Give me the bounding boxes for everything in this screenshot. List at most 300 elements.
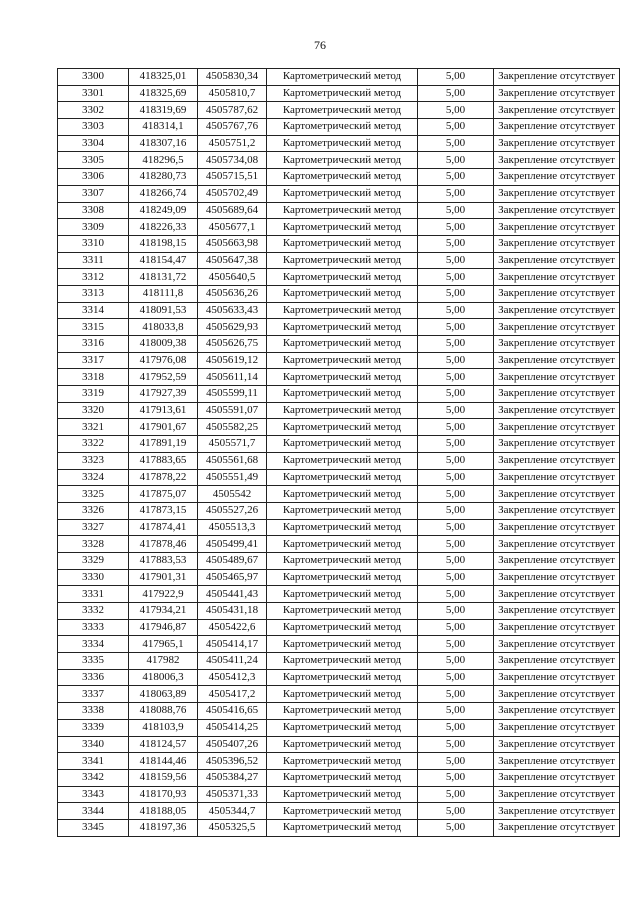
table-row <box>58 252 620 269</box>
point-number-cell: 3324 <box>58 469 129 486</box>
fixing-cell: Закрепление отсутствует <box>494 336 620 353</box>
coord-y-cell: 4505830,34 <box>198 69 267 86</box>
coord-x-cell: 418188,05 <box>129 803 198 820</box>
table-row <box>58 436 620 453</box>
method-cell: Картометрический метод <box>267 302 418 319</box>
method-cell: Картометрический метод <box>267 686 418 703</box>
coord-y-cell: 4505431,18 <box>198 603 267 620</box>
method-cell: Картометрический метод <box>267 235 418 252</box>
method-cell: Картометрический метод <box>267 202 418 219</box>
coord-x-cell: 417875,07 <box>129 486 198 503</box>
point-number-cell: 3327 <box>58 519 129 536</box>
coord-x-cell: 418088,76 <box>129 703 198 720</box>
fixing-cell: Закрепление отсутствует <box>494 686 620 703</box>
method-cell: Картометрический метод <box>267 486 418 503</box>
coord-y-cell: 4505412,3 <box>198 669 267 686</box>
point-number-cell: 3314 <box>58 302 129 319</box>
method-cell: Картометрический метод <box>267 452 418 469</box>
method-cell: Картометрический метод <box>267 336 418 353</box>
point-number-cell: 3306 <box>58 169 129 186</box>
fixing-cell: Закрепление отсутствует <box>494 386 620 403</box>
method-cell: Картометрический метод <box>267 469 418 486</box>
point-number-cell: 3328 <box>58 536 129 553</box>
point-number-cell: 3323 <box>58 452 129 469</box>
method-cell: Картометрический метод <box>267 386 418 403</box>
table-row <box>58 402 620 419</box>
error-cell: 5,00 <box>418 219 494 236</box>
coord-y-cell: 4505629,93 <box>198 319 267 336</box>
error-cell: 5,00 <box>418 436 494 453</box>
fixing-cell: Закрепление отсутствует <box>494 119 620 136</box>
coord-x-cell: 418280,73 <box>129 169 198 186</box>
error-cell: 5,00 <box>418 619 494 636</box>
error-cell: 5,00 <box>418 152 494 169</box>
coord-x-cell: 418091,53 <box>129 302 198 319</box>
method-cell: Картометрический метод <box>267 436 418 453</box>
fixing-cell: Закрепление отсутствует <box>494 586 620 603</box>
error-cell: 5,00 <box>418 85 494 102</box>
error-cell: 5,00 <box>418 603 494 620</box>
fixing-cell: Закрепление отсутствует <box>494 703 620 720</box>
method-cell: Картометрический метод <box>267 419 418 436</box>
coord-y-cell: 4505371,33 <box>198 786 267 803</box>
error-cell: 5,00 <box>418 736 494 753</box>
coord-x-cell: 418198,15 <box>129 235 198 252</box>
error-cell: 5,00 <box>418 552 494 569</box>
point-number-cell: 3313 <box>58 285 129 302</box>
table-row <box>58 269 620 286</box>
method-cell: Картометрический метод <box>267 653 418 670</box>
coord-x-cell: 417873,15 <box>129 502 198 519</box>
coord-x-cell: 418266,74 <box>129 185 198 202</box>
point-number-cell: 3344 <box>58 803 129 820</box>
error-cell: 5,00 <box>418 469 494 486</box>
table-row <box>58 202 620 219</box>
coord-x-cell: 417927,39 <box>129 386 198 403</box>
table-row <box>58 686 620 703</box>
coord-y-cell: 4505513,3 <box>198 519 267 536</box>
table-row <box>58 185 620 202</box>
table-row <box>58 336 620 353</box>
method-cell: Картометрический метод <box>267 319 418 336</box>
coord-y-cell: 4505499,41 <box>198 536 267 553</box>
point-number-cell: 3340 <box>58 736 129 753</box>
table-row <box>58 703 620 720</box>
coord-x-cell: 417878,22 <box>129 469 198 486</box>
coord-x-cell: 418170,93 <box>129 786 198 803</box>
coord-y-cell: 4505751,2 <box>198 135 267 152</box>
error-cell: 5,00 <box>418 102 494 119</box>
error-cell: 5,00 <box>418 119 494 136</box>
error-cell: 5,00 <box>418 252 494 269</box>
point-number-cell: 3337 <box>58 686 129 703</box>
coord-y-cell: 4505582,25 <box>198 419 267 436</box>
coord-y-cell: 4505599,11 <box>198 386 267 403</box>
error-cell: 5,00 <box>418 302 494 319</box>
coord-x-cell: 418033,8 <box>129 319 198 336</box>
fixing-cell: Закрепление отсутствует <box>494 135 620 152</box>
fixing-cell: Закрепление отсутствует <box>494 419 620 436</box>
coord-y-cell: 4505663,98 <box>198 235 267 252</box>
method-cell: Картометрический метод <box>267 369 418 386</box>
coord-y-cell: 4505619,12 <box>198 352 267 369</box>
point-number-cell: 3336 <box>58 669 129 686</box>
point-number-cell: 3326 <box>58 502 129 519</box>
table-row <box>58 352 620 369</box>
error-cell: 5,00 <box>418 519 494 536</box>
method-cell: Картометрический метод <box>267 669 418 686</box>
coord-x-cell: 418009,38 <box>129 336 198 353</box>
method-cell: Картометрический метод <box>267 85 418 102</box>
point-number-cell: 3304 <box>58 135 129 152</box>
coord-y-cell: 4505640,5 <box>198 269 267 286</box>
coord-y-cell: 4505702,49 <box>198 185 267 202</box>
coord-x-cell: 417952,59 <box>129 369 198 386</box>
fixing-cell: Закрепление отсутствует <box>494 502 620 519</box>
coord-x-cell: 417901,31 <box>129 569 198 586</box>
point-number-cell: 3301 <box>58 85 129 102</box>
coord-x-cell: 418249,09 <box>129 202 198 219</box>
error-cell: 5,00 <box>418 336 494 353</box>
point-number-cell: 3310 <box>58 235 129 252</box>
fixing-cell: Закрепление отсутствует <box>494 85 620 102</box>
fixing-cell: Закрепление отсутствует <box>494 352 620 369</box>
point-number-cell: 3311 <box>58 252 129 269</box>
table-row <box>58 452 620 469</box>
fixing-cell: Закрепление отсутствует <box>494 536 620 553</box>
point-number-cell: 3303 <box>58 119 129 136</box>
point-number-cell: 3318 <box>58 369 129 386</box>
table-row <box>58 769 620 786</box>
coord-x-cell: 417913,61 <box>129 402 198 419</box>
method-cell: Картометрический метод <box>267 402 418 419</box>
method-cell: Картометрический метод <box>267 552 418 569</box>
coord-y-cell: 4505591,07 <box>198 402 267 419</box>
coord-y-cell: 4505647,38 <box>198 252 267 269</box>
coord-y-cell: 4505527,26 <box>198 502 267 519</box>
error-cell: 5,00 <box>418 636 494 653</box>
fixing-cell: Закрепление отсутствует <box>494 185 620 202</box>
fixing-cell: Закрепление отсутствует <box>494 603 620 620</box>
table-row <box>58 603 620 620</box>
table-row <box>58 636 620 653</box>
error-cell: 5,00 <box>418 185 494 202</box>
fixing-cell: Закрепление отсутствует <box>494 319 620 336</box>
table-row <box>58 552 620 569</box>
table-row <box>58 235 620 252</box>
table-row <box>58 519 620 536</box>
table-row <box>58 586 620 603</box>
table-row <box>58 753 620 770</box>
point-number-cell: 3320 <box>58 402 129 419</box>
coord-x-cell: 417878,46 <box>129 536 198 553</box>
table-row <box>58 169 620 186</box>
point-number-cell: 3319 <box>58 386 129 403</box>
method-cell: Картометрический метод <box>267 69 418 86</box>
point-number-cell: 3322 <box>58 436 129 453</box>
method-cell: Картометрический метод <box>267 536 418 553</box>
fixing-cell: Закрепление отсутствует <box>494 653 620 670</box>
point-number-cell: 3339 <box>58 719 129 736</box>
table-row <box>58 736 620 753</box>
coord-x-cell: 418307,16 <box>129 135 198 152</box>
method-cell: Картометрический метод <box>267 603 418 620</box>
method-cell: Картометрический метод <box>267 285 418 302</box>
table-row <box>58 653 620 670</box>
fixing-cell: Закрепление отсутствует <box>494 235 620 252</box>
coord-y-cell: 4505551,49 <box>198 469 267 486</box>
table-row <box>58 386 620 403</box>
fixing-cell: Закрепление отсутствует <box>494 69 620 86</box>
coord-x-cell: 418314,1 <box>129 119 198 136</box>
error-cell: 5,00 <box>418 352 494 369</box>
fixing-cell: Закрепление отсутствует <box>494 219 620 236</box>
method-cell: Картометрический метод <box>267 769 418 786</box>
coord-y-cell: 4505417,2 <box>198 686 267 703</box>
error-cell: 5,00 <box>418 419 494 436</box>
point-number-cell: 3343 <box>58 786 129 803</box>
fixing-cell: Закрепление отсутствует <box>494 753 620 770</box>
coord-y-cell: 4505396,52 <box>198 753 267 770</box>
coord-x-cell: 418154,47 <box>129 252 198 269</box>
fixing-cell: Закрепление отсутствует <box>494 769 620 786</box>
fixing-cell: Закрепление отсутствует <box>494 436 620 453</box>
point-number-cell: 3332 <box>58 603 129 620</box>
coord-y-cell: 4505734,08 <box>198 152 267 169</box>
error-cell: 5,00 <box>418 803 494 820</box>
method-cell: Картометрический метод <box>267 519 418 536</box>
table-row <box>58 536 620 553</box>
point-number-cell: 3329 <box>58 552 129 569</box>
method-cell: Картометрический метод <box>267 135 418 152</box>
fixing-cell: Закрепление отсутствует <box>494 102 620 119</box>
fixing-cell: Закрепление отсутствует <box>494 469 620 486</box>
fixing-cell: Закрепление отсутствует <box>494 302 620 319</box>
table-row <box>58 786 620 803</box>
page-number: 76 <box>314 38 326 52</box>
fixing-cell: Закрепление отсутствует <box>494 452 620 469</box>
coord-y-cell: 4505325,5 <box>198 819 267 836</box>
error-cell: 5,00 <box>418 719 494 736</box>
coord-x-cell: 417976,08 <box>129 352 198 369</box>
method-cell: Картометрический метод <box>267 569 418 586</box>
table-row <box>58 502 620 519</box>
error-cell: 5,00 <box>418 135 494 152</box>
coord-y-cell: 4505611,14 <box>198 369 267 386</box>
method-cell: Картометрический метод <box>267 269 418 286</box>
coord-x-cell: 417891,19 <box>129 436 198 453</box>
method-cell: Картометрический метод <box>267 252 418 269</box>
table-row <box>58 319 620 336</box>
coord-y-cell: 4505561,68 <box>198 452 267 469</box>
table-row <box>58 135 620 152</box>
point-number-cell: 3307 <box>58 185 129 202</box>
fixing-cell: Закрепление отсутствует <box>494 202 620 219</box>
table-row <box>58 719 620 736</box>
table-row <box>58 486 620 503</box>
method-cell: Картометрический метод <box>267 502 418 519</box>
fixing-cell: Закрепление отсутствует <box>494 285 620 302</box>
fixing-cell: Закрепление отсутствует <box>494 736 620 753</box>
coord-x-cell: 418103,9 <box>129 719 198 736</box>
point-number-cell: 3312 <box>58 269 129 286</box>
method-cell: Картометрический метод <box>267 736 418 753</box>
error-cell: 5,00 <box>418 69 494 86</box>
fixing-cell: Закрепление отсутствует <box>494 803 620 820</box>
coord-y-cell: 4505416,65 <box>198 703 267 720</box>
fixing-cell: Закрепление отсутствует <box>494 669 620 686</box>
coord-y-cell: 4505571,7 <box>198 436 267 453</box>
point-number-cell: 3308 <box>58 202 129 219</box>
coord-x-cell: 418144,46 <box>129 753 198 770</box>
table-row <box>58 152 620 169</box>
coord-y-cell: 4505542 <box>198 486 267 503</box>
method-cell: Картометрический метод <box>267 703 418 720</box>
table-row <box>58 119 620 136</box>
error-cell: 5,00 <box>418 653 494 670</box>
table-row <box>58 69 620 86</box>
point-number-cell: 3321 <box>58 419 129 436</box>
method-cell: Картометрический метод <box>267 819 418 836</box>
error-cell: 5,00 <box>418 769 494 786</box>
fixing-cell: Закрепление отсутствует <box>494 402 620 419</box>
fixing-cell: Закрепление отсутствует <box>494 819 620 836</box>
error-cell: 5,00 <box>418 452 494 469</box>
coord-y-cell: 4505414,25 <box>198 719 267 736</box>
coord-y-cell: 4505384,27 <box>198 769 267 786</box>
coord-x-cell: 418063,89 <box>129 686 198 703</box>
table-row <box>58 102 620 119</box>
error-cell: 5,00 <box>418 786 494 803</box>
point-number-cell: 3333 <box>58 619 129 636</box>
fixing-cell: Закрепление отсутствует <box>494 719 620 736</box>
coord-y-cell: 4505489,67 <box>198 552 267 569</box>
coord-y-cell: 4505422,6 <box>198 619 267 636</box>
point-number-cell: 3331 <box>58 586 129 603</box>
error-cell: 5,00 <box>418 486 494 503</box>
table-row <box>58 85 620 102</box>
method-cell: Картометрический метод <box>267 119 418 136</box>
coord-y-cell: 4505414,17 <box>198 636 267 653</box>
error-cell: 5,00 <box>418 285 494 302</box>
point-number-cell: 3315 <box>58 319 129 336</box>
coord-x-cell: 418111,8 <box>129 285 198 302</box>
error-cell: 5,00 <box>418 536 494 553</box>
error-cell: 5,00 <box>418 669 494 686</box>
coord-y-cell: 4505626,75 <box>198 336 267 353</box>
fixing-cell: Закрепление отсутствует <box>494 152 620 169</box>
coord-x-cell: 417934,21 <box>129 603 198 620</box>
coord-y-cell: 4505411,24 <box>198 653 267 670</box>
coord-y-cell: 4505677,1 <box>198 219 267 236</box>
coord-y-cell: 4505441,43 <box>198 586 267 603</box>
method-cell: Картометрический метод <box>267 586 418 603</box>
coord-x-cell: 417883,65 <box>129 452 198 469</box>
error-cell: 5,00 <box>418 369 494 386</box>
table-row <box>58 219 620 236</box>
table-row <box>58 669 620 686</box>
error-cell: 5,00 <box>418 819 494 836</box>
method-cell: Картометрический метод <box>267 102 418 119</box>
fixing-cell: Закрепление отсутствует <box>494 619 620 636</box>
point-number-cell: 3338 <box>58 703 129 720</box>
method-cell: Картометрический метод <box>267 152 418 169</box>
coord-y-cell: 4505344,7 <box>198 803 267 820</box>
table-row <box>58 619 620 636</box>
fixing-cell: Закрепление отсутствует <box>494 269 620 286</box>
coord-y-cell: 4505767,76 <box>198 119 267 136</box>
point-number-cell: 3302 <box>58 102 129 119</box>
point-number-cell: 3305 <box>58 152 129 169</box>
error-cell: 5,00 <box>418 569 494 586</box>
coord-x-cell: 418159,56 <box>129 769 198 786</box>
coord-x-cell: 418319,69 <box>129 102 198 119</box>
coord-x-cell: 418296,5 <box>129 152 198 169</box>
error-cell: 5,00 <box>418 686 494 703</box>
coordinates-table <box>57 68 620 837</box>
error-cell: 5,00 <box>418 169 494 186</box>
coord-x-cell: 418124,57 <box>129 736 198 753</box>
error-cell: 5,00 <box>418 269 494 286</box>
table-row <box>58 285 620 302</box>
error-cell: 5,00 <box>418 386 494 403</box>
fixing-cell: Закрепление отсутствует <box>494 786 620 803</box>
table-row <box>58 469 620 486</box>
point-number-cell: 3309 <box>58 219 129 236</box>
coord-x-cell: 418006,3 <box>129 669 198 686</box>
method-cell: Картометрический метод <box>267 185 418 202</box>
coord-y-cell: 4505407,26 <box>198 736 267 753</box>
coord-y-cell: 4505636,26 <box>198 285 267 302</box>
method-cell: Картометрический метод <box>267 619 418 636</box>
method-cell: Картометрический метод <box>267 803 418 820</box>
table-row <box>58 419 620 436</box>
coord-x-cell: 417874,41 <box>129 519 198 536</box>
coord-y-cell: 4505465,97 <box>198 569 267 586</box>
coord-x-cell: 417946,87 <box>129 619 198 636</box>
fixing-cell: Закрепление отсутствует <box>494 486 620 503</box>
fixing-cell: Закрепление отсутствует <box>494 552 620 569</box>
point-number-cell: 3341 <box>58 753 129 770</box>
point-number-cell: 3300 <box>58 69 129 86</box>
error-cell: 5,00 <box>418 202 494 219</box>
coord-x-cell: 417965,1 <box>129 636 198 653</box>
method-cell: Картометрический метод <box>267 636 418 653</box>
method-cell: Картометрический метод <box>267 786 418 803</box>
coord-x-cell: 418325,69 <box>129 85 198 102</box>
method-cell: Картометрический метод <box>267 352 418 369</box>
error-cell: 5,00 <box>418 586 494 603</box>
coord-x-cell: 417922,9 <box>129 586 198 603</box>
table-row <box>58 569 620 586</box>
coord-y-cell: 4505787,62 <box>198 102 267 119</box>
coordinates-table-body <box>58 69 620 837</box>
coord-y-cell: 4505689,64 <box>198 202 267 219</box>
coord-x-cell: 417982 <box>129 653 198 670</box>
table-row <box>58 369 620 386</box>
point-number-cell: 3335 <box>58 653 129 670</box>
point-number-cell: 3330 <box>58 569 129 586</box>
point-number-cell: 3317 <box>58 352 129 369</box>
coord-x-cell: 418131,72 <box>129 269 198 286</box>
fixing-cell: Закрепление отсутствует <box>494 569 620 586</box>
method-cell: Картометрический метод <box>267 169 418 186</box>
table-row <box>58 819 620 836</box>
coord-x-cell: 418226,33 <box>129 219 198 236</box>
point-number-cell: 3325 <box>58 486 129 503</box>
fixing-cell: Закрепление отсутствует <box>494 252 620 269</box>
table-row <box>58 302 620 319</box>
